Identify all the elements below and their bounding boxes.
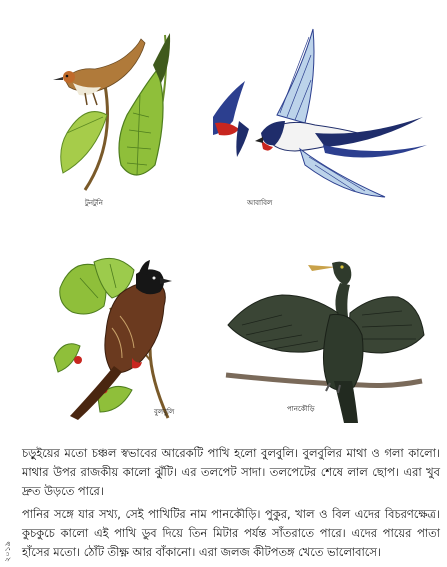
figure-caption-bulbuli: বুলবুলি <box>154 408 175 416</box>
swallow-illustration <box>205 25 430 205</box>
cormorant-illustration <box>222 255 427 430</box>
paragraph-bulbuli: চড়ুইয়ের মতো চঞ্চল স্বভাবের আরেকটি পাখি হলো বুলবুলি। বুলবুলির মাথা ও গলা কালো। মাথার উপর রাজকীয় কালো ঝুঁটি। এর তলপেট সাদা। তলপেটের শেষে লাল ছোপ। এরা খুব দ্রুত উড়তে পারে। <box>22 446 440 499</box>
tailorbird-illustration <box>45 25 180 195</box>
swallow-icon <box>205 25 430 205</box>
figure-caption-tuntuni: টুনটুনি <box>85 199 103 207</box>
cormorant-icon <box>222 255 427 430</box>
bulbul-illustration <box>50 248 200 428</box>
figure-caption-pankouri: পানকৌড়ি <box>287 405 315 413</box>
tailorbird-icon <box>45 25 180 195</box>
page-number: ২০১৯ <box>3 541 12 562</box>
figure-caption-ababil: আবাবিল <box>247 199 273 207</box>
paragraph-pankouri: পানির সঙ্গে যার সখ্য, সেই পাখিটির নাম পানকৌড়ি। পুকুর, খাল ও বিল এদের বিচরণক্ষেত্র। কুচকুচে কালো এই পাখি ডুব দিয়ে তিন মিটার পর্যন্ত সাঁতরাতে পারে। এদের পায়ের পাতা হাঁসের মতো। ঠোঁট তীক্ষ্ণ আর বাঁকানো। এরা জলজ কীটপতঙ্গ খেতে ভালোবাসে। <box>22 507 440 560</box>
bulbul-icon <box>50 248 200 428</box>
